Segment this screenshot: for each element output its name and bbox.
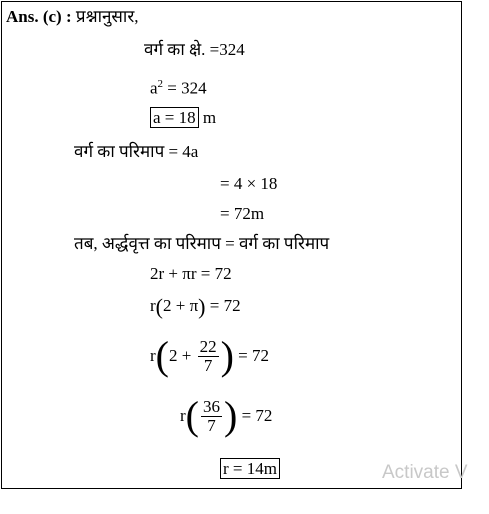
paren-open: ( <box>155 294 163 320</box>
fraction-eq-line <box>150 333 270 378</box>
big-paren-open-2: ( <box>185 393 199 438</box>
side-line <box>150 108 216 128</box>
fraction36-numerator: 36 <box>203 396 220 416</box>
perimeter-line: वर्ग का परिमाप = 4a <box>74 142 199 161</box>
big-paren-close-2: ) <box>224 393 238 438</box>
big-paren-close: ) <box>220 333 234 378</box>
a-squared-rest: = 324 <box>163 78 207 98</box>
final-boxed-result: r = 14m <box>220 458 280 479</box>
relation-line: तब, अर्द्धवृत्त का परिमाप = वर्ग का परिमाप <box>74 234 330 253</box>
answer-label: Ans. (c) : <box>6 7 72 26</box>
fraction-36-eq-line <box>180 393 273 438</box>
answer-header <box>6 7 139 27</box>
fraction-22-7 <box>198 338 219 375</box>
perimeter-result-line: = 72m <box>220 204 265 223</box>
fraction36-denominator: 7 <box>207 415 216 435</box>
final-answer-line <box>220 459 280 479</box>
answer-prefix: प्रश्नानुसार, <box>75 7 139 26</box>
fraction-denominator: 7 <box>203 355 213 375</box>
fraction36-r: r <box>180 406 186 425</box>
side-boxed-result: a = 18 <box>150 107 199 128</box>
a-squared-line <box>150 74 207 99</box>
big-paren-open: ( <box>155 333 169 378</box>
factored-r: r <box>150 296 156 315</box>
factored-rhs: = 72 <box>205 296 241 315</box>
fraction-r: r <box>150 346 156 365</box>
factored-eq-line <box>150 294 241 320</box>
perimeter-calc-line: = 4 × 18 <box>220 174 278 193</box>
paren-close: ) <box>198 294 206 320</box>
fraction-36-7 <box>201 398 222 435</box>
fraction-numerator: 22 <box>199 336 217 356</box>
side-unit: m <box>198 108 217 127</box>
fraction36-rhs: = 72 <box>237 406 273 425</box>
area-line: वर्ग का क्षे. =324 <box>144 40 245 59</box>
factored-inner: 2 + π <box>163 296 199 315</box>
activate-windows-watermark: Activate V <box>382 462 468 483</box>
a-squared-exponent: 2 <box>157 78 164 90</box>
semicircle-eq-line: 2r + πr = 72 <box>150 264 232 283</box>
fraction-prefix: 2 + <box>169 346 196 365</box>
fraction-rhs: = 72 <box>233 346 270 365</box>
a-squared-base: a <box>150 78 158 98</box>
